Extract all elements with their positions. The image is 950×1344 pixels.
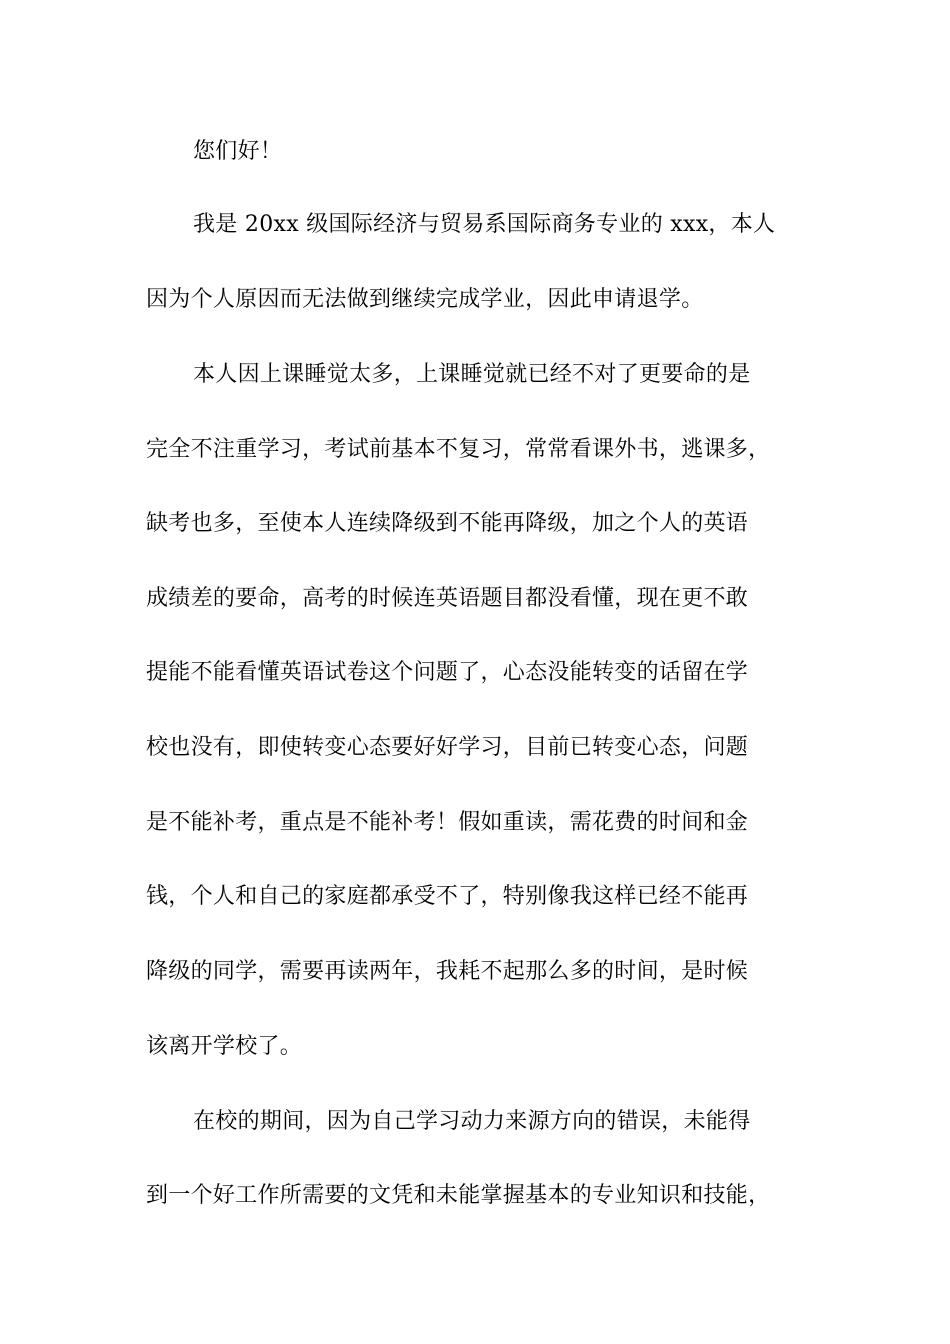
- paragraph-3-line-1: 在校的期间，因为自己学习动力来源方向的错误，未能得: [193, 1109, 751, 1134]
- paragraph-2-line-7: 是不能补考，重点是不能补考！假如重读，需花费的时间和金: [146, 810, 749, 835]
- paragraph-1-line-2: 因为个人原因而无法做到继续完成学业，因此申请退学。: [146, 287, 704, 312]
- paragraph-2-line-3: 缺考也多，至使本人连续降级到不能再降级，加之个人的英语: [146, 511, 749, 536]
- paragraph-2-line-6: 校也没有，即使转变心态要好好学习，目前已转变心态，问题: [146, 735, 749, 760]
- paragraph-2-line-10: 该离开学校了。: [146, 1034, 303, 1059]
- paragraph-3-line-2: 到一个好工作所需要的文凭和未能掌握基本的专业知识和技能，: [146, 1183, 771, 1208]
- paragraph-2-line-1: 本人因上课睡觉太多，上课睡觉就已经不对了更要命的是: [193, 362, 751, 387]
- paragraph-2-line-8: 钱，个人和自己的家庭都承受不了，特别像我这样已经不能再: [146, 884, 749, 909]
- paragraph-2-line-2: 完全不注重学习，考试前基本不复习，常常看课外书，逃课多，: [146, 437, 771, 462]
- greeting-line: 您们好！: [193, 139, 283, 164]
- paragraph-2-line-9: 降级的同学，需要再读两年，我耗不起那么多的时间，是时候: [146, 959, 749, 984]
- paragraph-2-line-5: 提能不能看懂英语试卷这个问题了，心态没能转变的话留在学: [146, 660, 749, 685]
- paragraph-2-line-4: 成绩差的要命，高考的时候连英语题目都没看懂，现在更不敢: [146, 586, 749, 611]
- paragraph-1-line-1: 我是 20xx 级国际经济与贸易系国际商务专业的 xxx，本人: [193, 212, 776, 237]
